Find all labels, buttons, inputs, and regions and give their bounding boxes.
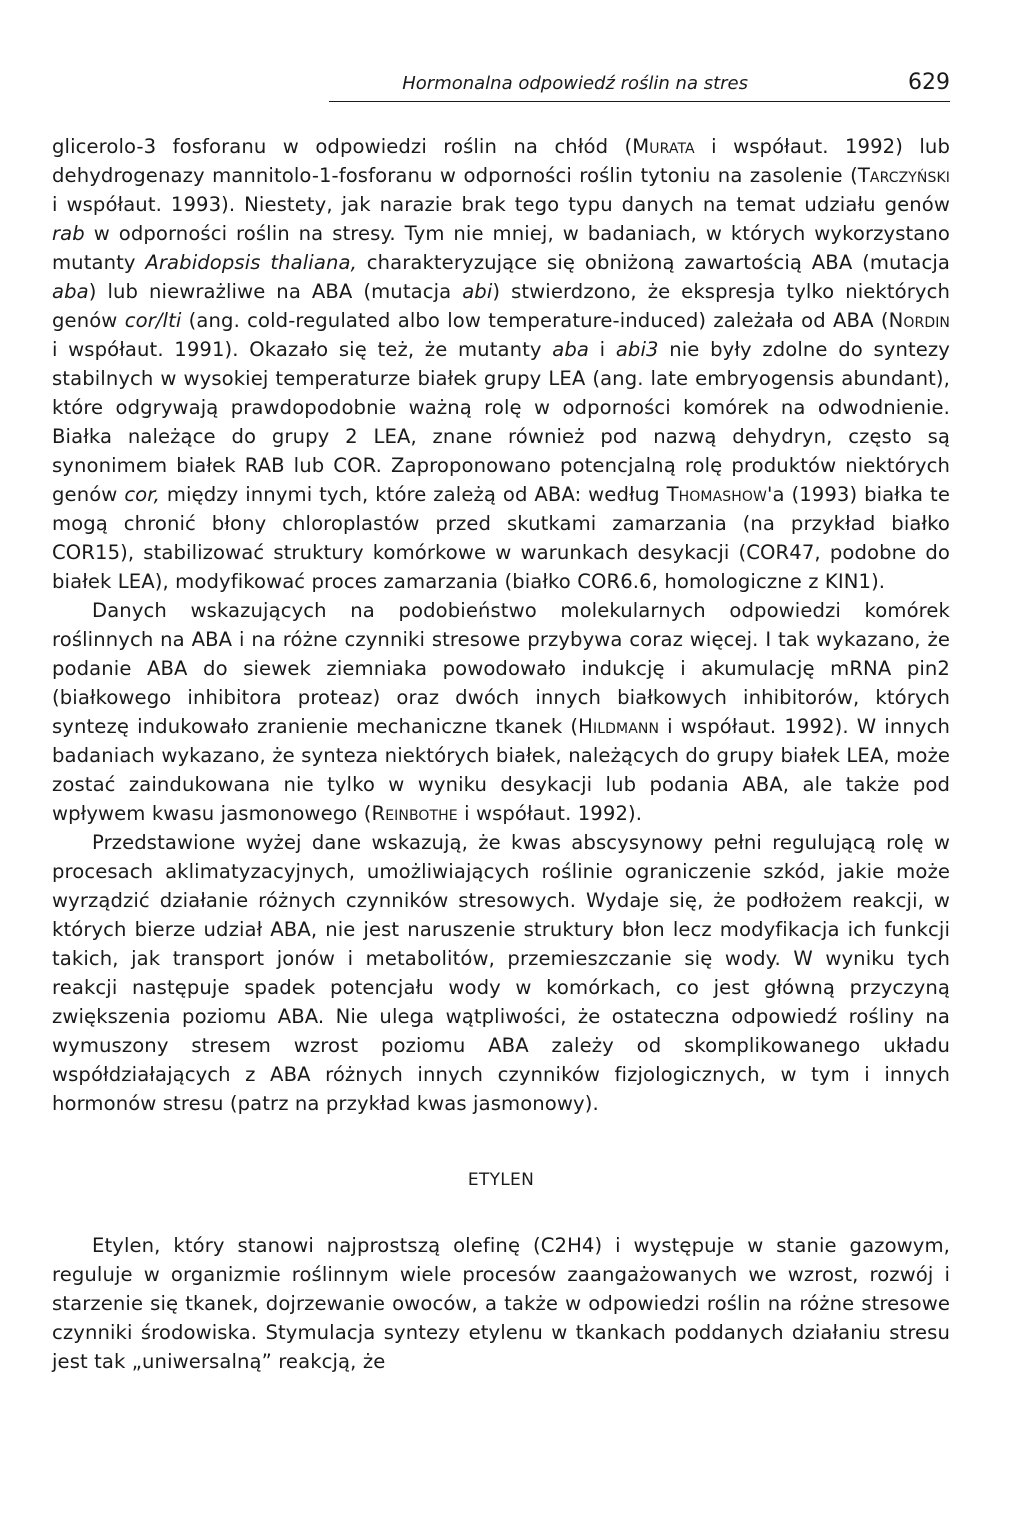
text-run: w odporności roślin na stresy. Tym nie mniej, w badaniach, w których wykorzystano mutanty xyxy=(52,222,950,274)
text-run: i współaut. 1993). Niestety, jak narazie brak tego typu danych na temat udziału genów xyxy=(52,193,950,216)
mutant-name: aba xyxy=(52,280,89,303)
body-text xyxy=(52,132,950,1376)
page-number: 629 xyxy=(908,70,950,95)
text-run: Danych wskazujących na podobieństwo molekularnych odpowiedzi komórek roślinnych na ABA i na różne czynniki stresowe przybywa coraz więcej. I tak wykazano, że podanie ABA do siewek ziemniaka powodowało indukcję i akumulację mRNA pin2 (białkowego inhibitora proteaz) oraz dwóch innych białkowych inhibitorów, których syntezę indukowało zranienie mechaniczne tkanek ( xyxy=(52,599,950,738)
citation-author: Tarczyński xyxy=(857,164,950,187)
gene-name: cor/lti xyxy=(124,309,182,332)
section-heading: ETYLEN xyxy=(467,1170,535,1190)
gene-name: rab xyxy=(52,222,85,245)
citation-author: Thomashow xyxy=(666,483,767,506)
paragraph-1 xyxy=(52,132,950,596)
paragraph-3: Przedstawione wyżej dane wskazują, że kwas abscysynowy pełni regulującą rolę w procesach aklimatyzacyjnych, umożliwiających roślinie ograniczenie szkód, jakie może wyrządzić działanie różnych czynników stresowych. Wydaje się, że podłożem reakcji, w których bierze udział ABA, nie jest naruszenie struktury błon lecz modyfikacja ich funkcji takich, jak transport jonów i metabolitów, przemieszczanie się wody. W wyniku tych reakcji następuje spadek potencjału wody w komórkach, co jest główną przyczyną zwiększenia poziomu ABA. Nie ulega wątpliwości, że ostateczna odpowiedź rośliny na wymuszony stresem wzrost poziomu ABA zależy od skomplikowanego układu współdziałających z ABA różnych innych czynników fizjologicznych, w tym i innych hormonów stresu (patrz na przykład kwas jasmonowy). xyxy=(52,831,950,1115)
text-run: między innymi tych, które zależą od ABA: według xyxy=(159,483,667,506)
mutant-name: abi3 xyxy=(615,338,659,361)
running-title: Hormonalna odpowiedź roślin na stres xyxy=(402,73,748,94)
text-run: i xyxy=(589,338,616,361)
text-run: i współaut. 1991). Okazało się też, że mutanty xyxy=(52,338,553,361)
text-run: ) stwierdzono, że ekspresja tylko niektórych genów xyxy=(52,280,950,332)
mutant-name: aba xyxy=(552,338,589,361)
text-run: charakteryzujące się obniżoną zawartością ABA (mutacja xyxy=(356,251,950,274)
text-run: (ang. cold-regulated albo low temperature-induced) zależała od ABA ( xyxy=(181,309,889,332)
text-run: 'a (1993) białka te mogą chronić błony chloroplastów przed skutkami zamarzania (na przykład białko COR15), stabilizować struktury komórkowe w warunkach desykacji (COR47, podobne do białek LEA), modyfikować proces zamarzania (białko COR6.6, homologiczne z KIN1). xyxy=(52,483,950,593)
text-run: glicerolo-3 fosforanu w odpowiedzi roślin na chłód ( xyxy=(52,135,633,158)
citation-author: Reinbothe xyxy=(371,802,458,825)
citation-author: Nordin xyxy=(888,309,950,332)
citation-author: Hildmann xyxy=(578,715,660,738)
species-name: Arabidopsis thaliana, xyxy=(145,251,357,274)
text-run: nie były zdolne do syntezy stabilnych w wysokiej temperaturze białek grupy LEA (ang. late embryogensis abundant), które odgrywają prawdopodobnie ważną rolę w odporności komórek na odwodnienie. Białka należące do grupy 2 LEA, znane również pod nazwą dehydryn, często są synonimem białek RAB lub COR. Zaproponowano potencjalną rolę produktów niektórych genów xyxy=(52,338,950,506)
paragraph-4: Etylen, który stanowi najprostszą olefinę (C2H4) i występuje w stanie gazowym, reguluje w organizmie roślinnym wiele procesów zaangażowanych we wzrost, rozwój i starzenie się tkanek, dojrzewanie owoców, a także w odpowiedzi roślin na różne stresowe czynniki środowiska. Stymulacja syntezy etylenu w tkankach poddanych działaniu stresu jest tak „uniwersalną” reakcją, że xyxy=(52,1234,950,1373)
text-run: i współaut. 1992). xyxy=(457,802,643,825)
mutant-name: abi xyxy=(462,280,493,303)
citation-author: Murata xyxy=(632,135,695,158)
text-run: ) lub niewrażliwe na ABA (mutacja xyxy=(88,280,463,303)
text-run: i współaut. 1992) lub dehydrogenazy mannitolo-1-fosforanu w odporności roślin tytoniu na zasolenie ( xyxy=(52,135,950,187)
page-header xyxy=(329,70,950,102)
gene-name: cor, xyxy=(124,483,160,506)
paragraph-2 xyxy=(52,596,950,828)
text-run: i współaut. 1992). W innych badaniach wykazano, że synteza niektórych białek, należących do grupy białek LEA, może zostać zaindukowana nie tylko w wyniku desykacji lub podania ABA, ale także pod wpływem kwasu jasmonowego ( xyxy=(52,715,950,825)
